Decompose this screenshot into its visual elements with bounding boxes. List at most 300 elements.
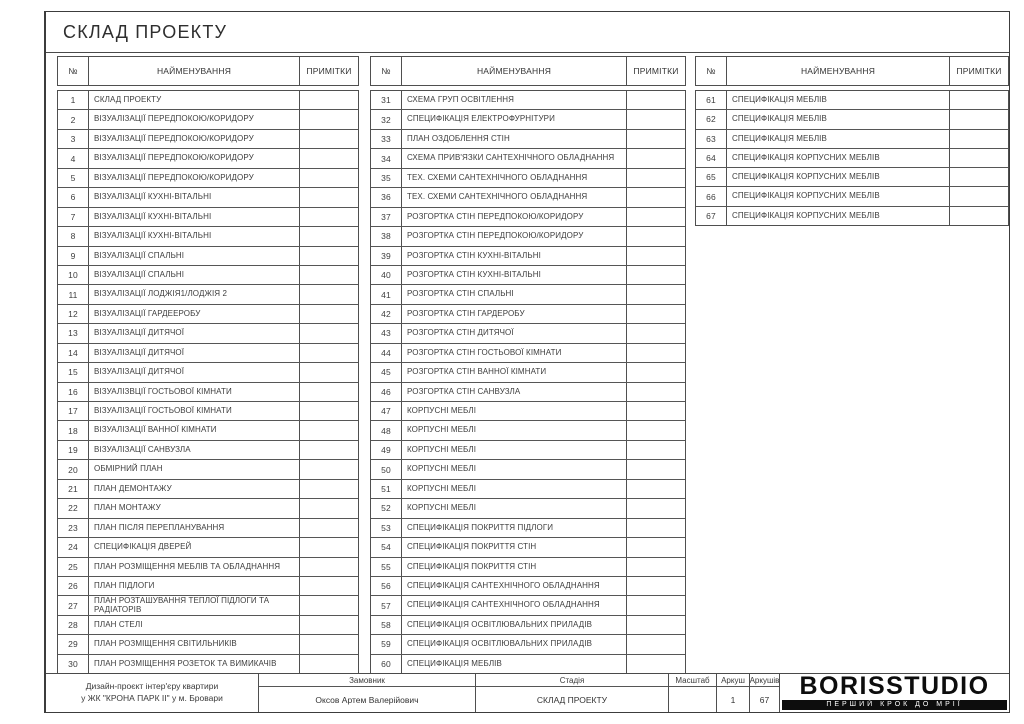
- row-name: ПЛАН СТЕЛІ: [89, 616, 300, 634]
- row-name: ТЕХ. СХЕМИ САНТЕХНІЧНОГО ОБЛАДНАННЯ: [402, 188, 627, 206]
- table-row: [371, 537, 685, 556]
- table-row: [371, 284, 685, 303]
- row-number: 32: [371, 110, 402, 128]
- row-number: 30: [58, 655, 89, 673]
- table-row: [58, 401, 358, 420]
- row-number: 24: [58, 538, 89, 556]
- row-name: ОБМІРНИЙ ПЛАН: [89, 460, 300, 478]
- table-header-row: [370, 56, 686, 86]
- row-name: СПЕЦИФІКАЦІЯ ОСВІТЛЮВАЛЬНИХ ПРИЛАДІВ: [402, 635, 627, 653]
- table-row: [371, 382, 685, 401]
- row-number: 56: [371, 577, 402, 595]
- row-notes: [950, 207, 1008, 225]
- table-row: [371, 226, 685, 245]
- row-name: ВІЗУАЛІЗАЦІЇ ДИТЯЧОЇ: [89, 324, 300, 342]
- project-description: [46, 674, 259, 712]
- row-name: РОЗГОРТКА СТІН СПАЛЬНІ: [402, 285, 627, 303]
- table-row: [371, 654, 685, 673]
- column-header-notes: ПРИМІТКИ: [956, 66, 1002, 76]
- table-row: [371, 595, 685, 614]
- row-name: СПЕЦИФІКАЦІЯ ПОКРИТТЯ СТІН: [402, 538, 627, 556]
- stage-label: Стадія: [476, 674, 668, 687]
- row-name: СПЕЦИФІКАЦІЯ САНТЕХНІЧНОГО ОБЛАДНАННЯ: [402, 596, 627, 614]
- row-notes: [300, 538, 358, 556]
- column-header-number: №: [58, 57, 89, 85]
- table-row: [58, 440, 358, 459]
- row-name: РОЗГОРТКА СТІН ВАННОЇ КІМНАТИ: [402, 363, 627, 381]
- row-number: 60: [371, 655, 402, 673]
- table-row: [58, 576, 358, 595]
- row-number: 59: [371, 635, 402, 653]
- row-name: СКЛАД ПРОЕКТУ: [89, 91, 300, 109]
- row-number: 12: [58, 305, 89, 323]
- row-number: 22: [58, 499, 89, 517]
- row-notes: [627, 149, 685, 167]
- row-notes: [627, 616, 685, 634]
- row-notes: [300, 558, 358, 576]
- row-number: 54: [371, 538, 402, 556]
- row-number: 17: [58, 402, 89, 420]
- table-row: [696, 186, 1008, 205]
- studio-logo-wordmark: BORISSTUDIO: [799, 672, 990, 700]
- row-notes: [300, 169, 358, 187]
- table-row: [371, 401, 685, 420]
- sheet-number-label: Аркуш: [717, 674, 749, 687]
- column-header-name: НАЙМЕНУВАННЯ: [402, 57, 627, 85]
- row-name: КОРПУСНІ МЕБЛІ: [402, 499, 627, 517]
- table-header-row: [57, 56, 359, 86]
- table-row: [696, 167, 1008, 186]
- table-row: [371, 420, 685, 439]
- row-number: 66: [696, 187, 727, 205]
- row-notes: [627, 480, 685, 498]
- table-row: [696, 129, 1008, 148]
- table-row: [58, 129, 358, 148]
- table-row: [371, 498, 685, 517]
- row-notes: [627, 188, 685, 206]
- row-name: ПЛАН РОЗМІЩЕННЯ СВІТИЛЬНИКІВ: [89, 635, 300, 653]
- table-row: [58, 634, 358, 653]
- row-name: СПЕЦИФІКАЦІЯ ОСВІТЛЮВАЛЬНИХ ПРИЛАДІВ: [402, 616, 627, 634]
- row-number: 34: [371, 149, 402, 167]
- row-name: ВІЗУАЛІЗАЦІЇ ДИТЯЧОЇ: [89, 363, 300, 381]
- row-notes: [300, 519, 358, 537]
- column-header-number: №: [371, 57, 402, 85]
- row-name: ВІЗУАЛІЗАЦІЇ ПЕРЕДПОКОЮ/КОРИДОРУ: [89, 169, 300, 187]
- row-notes: [950, 91, 1008, 109]
- table-row: [371, 304, 685, 323]
- row-number: 35: [371, 169, 402, 187]
- table-row: [58, 246, 358, 265]
- row-number: 21: [58, 480, 89, 498]
- row-notes: [300, 480, 358, 498]
- row-name: ВІЗУАЛІЗАЦІЇ ЛОДЖІЯ1/ЛОДЖІЯ 2: [89, 285, 300, 303]
- column-header-name: НАЙМЕНУВАННЯ: [89, 57, 300, 85]
- row-notes: [627, 324, 685, 342]
- sheet-count-cell: [750, 674, 780, 712]
- row-name: СПЕЦИФІКАЦІЯ КОРПУСНИХ МЕБЛІВ: [727, 187, 950, 205]
- row-name: СПЕЦИФІКАЦІЯ МЕБЛІВ: [402, 655, 627, 673]
- row-name: КОРПУСНІ МЕБЛІ: [402, 441, 627, 459]
- row-notes: [627, 305, 685, 323]
- table-row: [58, 537, 358, 556]
- sheet-list-table-2: [370, 56, 686, 674]
- column-header-notes: ПРИМІТКИ: [633, 66, 679, 76]
- row-number: 43: [371, 324, 402, 342]
- scale-label: Масштаб: [669, 674, 716, 687]
- row-name: КОРПУСНІ МЕБЛІ: [402, 402, 627, 420]
- table-row: [371, 479, 685, 498]
- row-number: 6: [58, 188, 89, 206]
- row-notes: [627, 635, 685, 653]
- row-name: ВІЗУАЛІЗАЦІЇ СПАЛЬНІ: [89, 266, 300, 284]
- drawing-sheet-frame: [44, 11, 1010, 713]
- row-name: КОРПУСНІ МЕБЛІ: [402, 421, 627, 439]
- row-number: 31: [371, 91, 402, 109]
- title-block: [46, 673, 1009, 712]
- row-notes: [300, 149, 358, 167]
- row-number: 62: [696, 110, 727, 128]
- row-name: ВІЗУАЛІЗАЦІЇ ВАННОЇ КІМНАТИ: [89, 421, 300, 439]
- row-number: 67: [696, 207, 727, 225]
- customer-cell: [259, 674, 476, 712]
- table-row: [371, 343, 685, 362]
- row-notes: [627, 266, 685, 284]
- row-notes: [950, 110, 1008, 128]
- column-header-name: НАЙМЕНУВАННЯ: [727, 57, 950, 85]
- row-number: 26: [58, 577, 89, 595]
- row-notes: [300, 227, 358, 245]
- table-row: [371, 109, 685, 128]
- row-notes: [300, 363, 358, 381]
- table-row: [371, 459, 685, 478]
- sheet-list-table-1: [57, 56, 359, 674]
- row-number: 39: [371, 247, 402, 265]
- row-notes: [627, 169, 685, 187]
- row-notes: [300, 596, 358, 614]
- row-notes: [300, 441, 358, 459]
- row-number: 46: [371, 383, 402, 401]
- table-row: [371, 168, 685, 187]
- row-number: 1: [58, 91, 89, 109]
- row-name: РОЗГОРТКА СТІН ПЕРЕДПОКОЮ/КОРИДОРУ: [402, 227, 627, 245]
- table-row: [58, 557, 358, 576]
- row-name: ВІЗУАЛІЗАЦІЇ САНВУЗЛА: [89, 441, 300, 459]
- row-number: 52: [371, 499, 402, 517]
- table-row: [58, 91, 358, 109]
- row-number: 28: [58, 616, 89, 634]
- row-notes: [300, 383, 358, 401]
- project-description-line2: у ЖК "КРОНА ПАРК ІІ" у м. Бровари: [81, 693, 223, 703]
- row-number: 18: [58, 421, 89, 439]
- row-number: 33: [371, 130, 402, 148]
- row-name: КОРПУСНІ МЕБЛІ: [402, 480, 627, 498]
- stage-cell: [476, 674, 669, 712]
- row-number: 36: [371, 188, 402, 206]
- row-notes: [300, 247, 358, 265]
- row-number: 50: [371, 460, 402, 478]
- studio-logo-tagline-bar: [782, 700, 1007, 711]
- row-notes: [300, 616, 358, 634]
- row-name: ВІЗУАЛІЗАЦІЇ ПЕРЕДПОКОЮ/КОРИДОРУ: [89, 149, 300, 167]
- row-notes: [950, 130, 1008, 148]
- row-name: ПЛАН ПІСЛЯ ПЕРЕПЛАНУВАННЯ: [89, 519, 300, 537]
- row-number: 19: [58, 441, 89, 459]
- row-notes: [627, 227, 685, 245]
- table-row: [58, 265, 358, 284]
- table-body: [370, 90, 686, 674]
- row-name: ПЛАН ПІДЛОГИ: [89, 577, 300, 595]
- row-notes: [300, 402, 358, 420]
- row-notes: [627, 596, 685, 614]
- row-number: 40: [371, 266, 402, 284]
- row-name: СХЕМА ПРИВ'ЯЗКИ САНТЕХНІЧНОГО ОБЛАДНАННЯ: [402, 149, 627, 167]
- table-row: [371, 187, 685, 206]
- row-number: 13: [58, 324, 89, 342]
- table-row: [58, 382, 358, 401]
- row-name: ВІЗУАЛІЗАЦІЇ СПАЛЬНІ: [89, 247, 300, 265]
- sheet-count-label: Аркушів: [750, 674, 779, 687]
- row-number: 29: [58, 635, 89, 653]
- row-name: ПЛАН ОЗДОБЛЕННЯ СТІН: [402, 130, 627, 148]
- row-notes: [950, 187, 1008, 205]
- table-row: [58, 459, 358, 478]
- row-notes: [300, 421, 358, 439]
- row-notes: [300, 188, 358, 206]
- row-name: ВІЗУАЛІЗАЦІЇ ПЕРЕДПОКОЮ/КОРИДОРУ: [89, 110, 300, 128]
- row-number: 65: [696, 168, 727, 186]
- row-number: 64: [696, 149, 727, 167]
- table-row: [371, 129, 685, 148]
- table-row: [371, 440, 685, 459]
- row-name: ВІЗУАЛІЗАЦІЇ КУХНІ-ВІТАЛЬНІ: [89, 208, 300, 226]
- row-notes: [300, 655, 358, 673]
- row-number: 23: [58, 519, 89, 537]
- sheet-count-value: 67: [759, 694, 770, 705]
- row-notes: [300, 577, 358, 595]
- customer-value: Оксов Артем Валерійович: [315, 694, 419, 705]
- row-notes: [627, 655, 685, 673]
- row-number: 44: [371, 344, 402, 362]
- table-row: [371, 323, 685, 342]
- row-notes: [300, 285, 358, 303]
- table-row: [371, 634, 685, 653]
- row-notes: [627, 247, 685, 265]
- row-number: 11: [58, 285, 89, 303]
- row-number: 42: [371, 305, 402, 323]
- table-row: [58, 187, 358, 206]
- row-notes: [950, 149, 1008, 167]
- row-name: РОЗГОРТКА СТІН ПЕРЕДПОКОЮ/КОРИДОРУ: [402, 208, 627, 226]
- row-number: 25: [58, 558, 89, 576]
- row-notes: [627, 499, 685, 517]
- row-name: ВІЗУАЛІЗАЦІЇ ГОСТЬОВОЇ КІМНАТИ: [89, 402, 300, 420]
- row-name: ВІЗУАЛІЗАЦІЇ КУХНІ-ВІТАЛЬНІ: [89, 188, 300, 206]
- row-name: СПЕЦИФІКАЦІЯ МЕБЛІВ: [727, 110, 950, 128]
- row-notes: [627, 421, 685, 439]
- scale-cell: [669, 674, 717, 712]
- row-notes: [300, 130, 358, 148]
- row-notes: [627, 519, 685, 537]
- table-row: [58, 226, 358, 245]
- row-name: ПЛАН РОЗМІЩЕННЯ МЕБЛІВ ТА ОБЛАДНАННЯ: [89, 558, 300, 576]
- row-notes: [627, 402, 685, 420]
- row-name: ПЛАН МОНТАЖУ: [89, 499, 300, 517]
- row-notes: [627, 285, 685, 303]
- row-number: 63: [696, 130, 727, 148]
- row-number: 9: [58, 247, 89, 265]
- table-row: [58, 498, 358, 517]
- row-name: РОЗГОРТКА СТІН КУХНІ-ВІТАЛЬНІ: [402, 247, 627, 265]
- row-notes: [627, 91, 685, 109]
- row-name: СПЕЦИФІКАЦІЯ МЕБЛІВ: [727, 130, 950, 148]
- row-number: 53: [371, 519, 402, 537]
- row-notes: [300, 208, 358, 226]
- row-name: СПЕЦИФІКАЦІЯ МЕБЛІВ: [727, 91, 950, 109]
- table-row: [58, 595, 358, 614]
- row-name: СХЕМА ГРУП ОСВІТЛЕННЯ: [402, 91, 627, 109]
- row-name: СПЕЦИФІКАЦІЯ ЕЛЕКТРОФУРНІТУРИ: [402, 110, 627, 128]
- row-name: СПЕЦИФІКАЦІЯ КОРПУСНИХ МЕБЛІВ: [727, 168, 950, 186]
- row-name: ВІЗУАЛІЗАЦІЇ КУХНІ-ВІТАЛЬНІ: [89, 227, 300, 245]
- table-row: [371, 576, 685, 595]
- page-title: СКЛАД ПРОЕКТУ: [63, 21, 228, 42]
- row-number: 38: [371, 227, 402, 245]
- row-name: СПЕЦИФІКАЦІЯ САНТЕХНІЧНОГО ОБЛАДНАННЯ: [402, 577, 627, 595]
- table-row: [58, 479, 358, 498]
- table-row: [371, 362, 685, 381]
- row-number: 5: [58, 169, 89, 187]
- row-notes: [300, 305, 358, 323]
- table-row: [58, 343, 358, 362]
- stage-value: СКЛАД ПРОЕКТУ: [536, 694, 608, 705]
- title-bar: [46, 12, 1009, 53]
- row-number: 47: [371, 402, 402, 420]
- table-row: [58, 362, 358, 381]
- row-notes: [627, 441, 685, 459]
- table-row: [58, 304, 358, 323]
- table-row: [371, 246, 685, 265]
- row-number: 58: [371, 616, 402, 634]
- row-name: РОЗГОРТКА СТІН ГОСТЬОВОЇ КІМНАТИ: [402, 344, 627, 362]
- row-number: 27: [58, 596, 89, 614]
- row-name: ВІЗУАЛІЗАЦІЇ ПЕРЕДПОКОЮ/КОРИДОРУ: [89, 130, 300, 148]
- table-row: [58, 518, 358, 537]
- row-notes: [300, 266, 358, 284]
- table-row: [58, 654, 358, 673]
- sheet-number-value: 1: [730, 694, 736, 705]
- row-notes: [627, 577, 685, 595]
- row-name: ВІЗУАЛІЗВЦІЇ ГОСТЬОВОЇ КІМНАТИ: [89, 383, 300, 401]
- row-number: 51: [371, 480, 402, 498]
- row-notes: [300, 635, 358, 653]
- row-notes: [627, 460, 685, 478]
- row-number: 49: [371, 441, 402, 459]
- row-name: ТЕХ. СХЕМИ САНТЕХНІЧНОГО ОБЛАДНАННЯ: [402, 169, 627, 187]
- table-row: [696, 206, 1008, 225]
- table-row: [371, 91, 685, 109]
- row-number: 20: [58, 460, 89, 478]
- row-notes: [300, 91, 358, 109]
- row-name: ПЛАН ДЕМОНТАЖУ: [89, 480, 300, 498]
- row-number: 10: [58, 266, 89, 284]
- table-row: [371, 615, 685, 634]
- row-notes: [300, 110, 358, 128]
- row-name: СПЕЦИФІКАЦІЯ КОРПУСНИХ МЕБЛІВ: [727, 207, 950, 225]
- customer-label: Замовник: [259, 674, 475, 687]
- studio-logo: [780, 674, 1009, 712]
- table-row: [696, 91, 1008, 109]
- row-number: 8: [58, 227, 89, 245]
- row-number: 57: [371, 596, 402, 614]
- row-notes: [627, 538, 685, 556]
- row-notes: [627, 383, 685, 401]
- row-name: СПЕЦИФІКАЦІЯ ДВЕРЕЙ: [89, 538, 300, 556]
- column-header-notes: ПРИМІТКИ: [306, 66, 352, 76]
- table-row: [696, 109, 1008, 128]
- row-name: ПЛАН РОЗТАШУВАННЯ ТЕПЛОЇ ПІДЛОГИ ТА РАДІАТОРІВ: [89, 596, 300, 614]
- table-row: [371, 207, 685, 226]
- sheet-number-cell: [717, 674, 750, 712]
- table-row: [58, 323, 358, 342]
- row-number: 3: [58, 130, 89, 148]
- table-body: [695, 90, 1009, 226]
- row-notes: [300, 324, 358, 342]
- table-row: [58, 207, 358, 226]
- table-row: [58, 109, 358, 128]
- table-row: [371, 518, 685, 537]
- row-notes: [627, 110, 685, 128]
- row-name: РОЗГОРТКА СТІН КУХНІ-ВІТАЛЬНІ: [402, 266, 627, 284]
- row-notes: [627, 130, 685, 148]
- table-row: [58, 420, 358, 439]
- row-notes: [627, 344, 685, 362]
- table-body: [57, 90, 359, 674]
- row-number: 15: [58, 363, 89, 381]
- row-name: ПЛАН РОЗМІЩЕННЯ РОЗЕТОК ТА ВИМИКАЧІВ: [89, 655, 300, 673]
- row-name: СПЕЦИФІКАЦІЯ КОРПУСНИХ МЕБЛІВ: [727, 149, 950, 167]
- studio-logo-tagline: ПЕРШИЙ КРОК ДО МРІЇ: [826, 701, 963, 709]
- table-row: [58, 284, 358, 303]
- table-row: [58, 148, 358, 167]
- row-number: 41: [371, 285, 402, 303]
- row-number: 45: [371, 363, 402, 381]
- row-notes: [627, 208, 685, 226]
- table-row: [371, 148, 685, 167]
- row-number: 48: [371, 421, 402, 439]
- row-notes: [300, 460, 358, 478]
- row-notes: [300, 499, 358, 517]
- row-name: СПЕЦИФІКАЦІЯ ПОКРИТТЯ СТІН: [402, 558, 627, 576]
- row-number: 2: [58, 110, 89, 128]
- table-row: [58, 168, 358, 187]
- row-name: ВІЗУАЛІЗАЦІЇ ДИТЯЧОЇ: [89, 344, 300, 362]
- row-number: 7: [58, 208, 89, 226]
- row-number: 55: [371, 558, 402, 576]
- project-description-line1: Дизайн-проєкт інтер'єру квартири: [85, 681, 219, 692]
- row-name: КОРПУСНІ МЕБЛІ: [402, 460, 627, 478]
- row-notes: [627, 363, 685, 381]
- row-notes: [627, 558, 685, 576]
- row-number: 4: [58, 149, 89, 167]
- table-row: [696, 148, 1008, 167]
- row-number: 16: [58, 383, 89, 401]
- sheet-list-table-3: [695, 56, 1009, 226]
- row-name: РОЗГОРТКА СТІН ДИТЯЧОЇ: [402, 324, 627, 342]
- row-number: 61: [696, 91, 727, 109]
- scale-value: [669, 687, 716, 712]
- table-row: [58, 615, 358, 634]
